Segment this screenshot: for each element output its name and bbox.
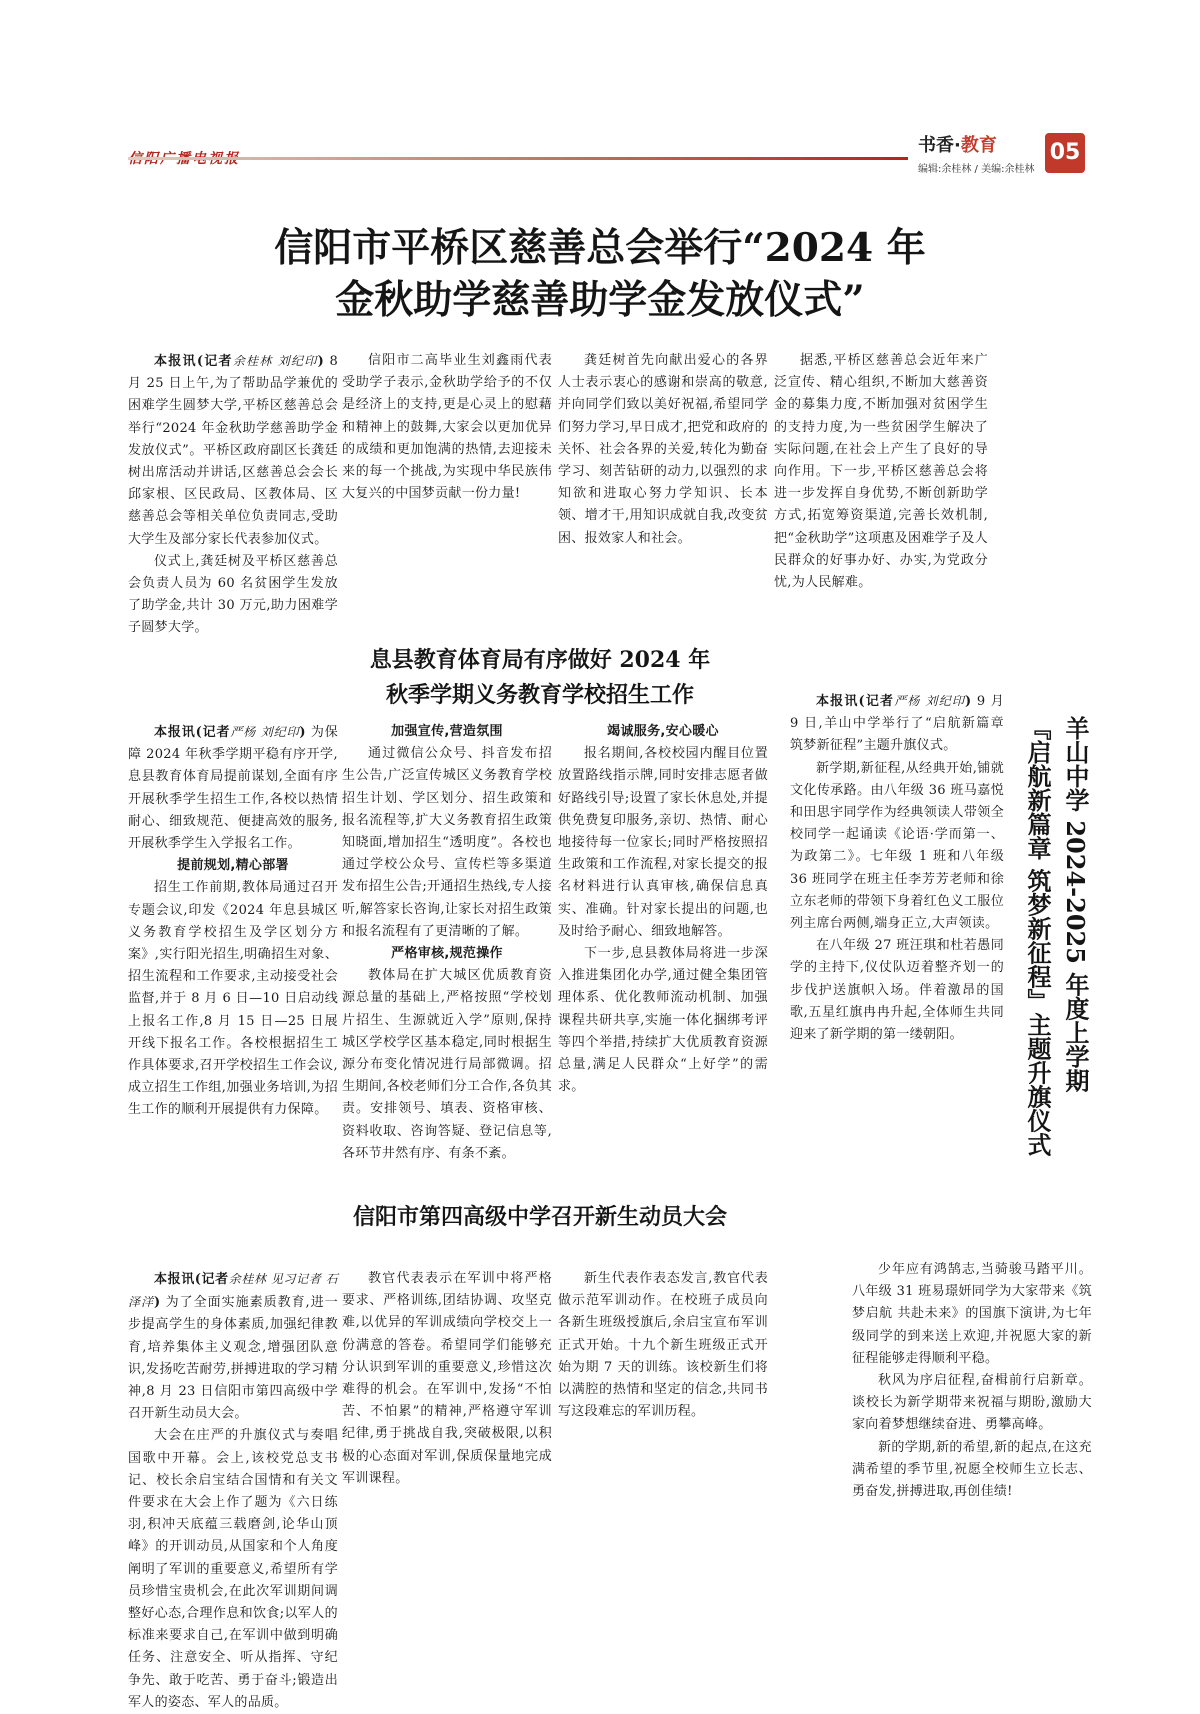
article1-col2 [342, 350, 552, 505]
article4-p3: 在八年级 27 班汪琪和杜若愚同学的主持下,仪仗队迈着整齐划一的步伐护送旗帜入场。伴着激昂的国歌,五星红旗冉冉升起,全体师生共同迎来了新学期的第一缕朝阳。 [790, 938, 1004, 1043]
article1-byline-names: 余桂林 刘纪印 [232, 354, 318, 368]
article1-title-line2: 金秋助学慈善助学金发放仪式” [335, 277, 865, 323]
article1-col1 [128, 350, 338, 640]
article2-p3: 通过微信公众号、抖音发布招生公告,广泛宣传城区义务教育学校招生计划、学区划分、招生政策和报名流程等,扩大义务教育招生政策知晓面,增加招生“透明度”。各校也通过学校公众号、宣传栏等多渠道发布招生公告;开通招生热线,专人接听,解答家长咨询,让家长对招生政策和报名流程有了更清晰的了解。 [342, 746, 552, 939]
section-accent: 教育 [960, 135, 997, 156]
article4-p5: 秋风为序启征程,奋楫前行启新章。谈校长为新学期带来祝福与期盼,激励大家向着梦想继续奋进、勇攀高峰。 [852, 1373, 1092, 1433]
article4-byline: 本报讯(记者 [816, 694, 895, 709]
article2-subhead4: 竭诚服务,安心暖心 [607, 724, 719, 739]
article3-p1: 为了全面实施素质教育,进一步提高学生的身体素质,加强纪律教育,培养集体主义观念,增强团队意识,发扬吃苦耐劳,拼搏进取的学习精神,8 月 23 日信阳市第四高级中学召开新生动员大会。 [128, 1295, 338, 1422]
article4-byline-names: 严杨 刘纪印 [894, 694, 966, 708]
article1-byline: 本报讯(记者 [154, 354, 233, 369]
article4-p4: 少年应有鸿鹄志,当骑骏马踏平川。八年级 31 班易璟妍同学为大家带来《筑梦启航 共赴未来》的国旗下演讲,为七年级同学的到来送上欢迎,并祝愿大家的新征程能够走得顺利平稳。 [852, 1262, 1092, 1366]
editor-credit: 编辑:余桂林 / 美编:余桂林 [918, 164, 1035, 175]
article4-byline-close: ) [965, 694, 972, 709]
page-number: 05 [1045, 133, 1085, 173]
article3-byline-names: 余桂林 见习记者 石泽洋 [128, 1272, 338, 1310]
article2-headline [190, 643, 890, 713]
article2-byline-names: 严杨 刘纪印 [230, 725, 300, 739]
article2-p6: 下一步,息县教体局将进一步深入推进集团化办学,通过健全集团管理体系、优化教师流动机制、加强课程共研共享,实施一体化捆绑考评等四个举措,持续扩大优质教育资源总量,满足人民群众“上好学”的需求。 [558, 946, 768, 1095]
article2-p5: 报名期间,各校校园内醒目位置放置路线指示牌,同时安排志愿者做好路线引导;设置了家长休息处,并提供免费复印服务,亲切、热情、耐心地接待每一位家长;同时严格按照招生政策和工作流程,对家长提交的报名材料进行认真审核,确保信息真实、准确。针对家长提出的问题,也及时给予耐心、细致地解答。 [558, 746, 768, 939]
article4-p1: 9 月 9 日,羊山中学举行了“启航新篇章 筑梦新征程”主题升旗仪式。 [790, 694, 1004, 754]
article3-headline: 信阳市第四高级中学召开新生动员大会 [352, 1204, 727, 1230]
header-rule [128, 157, 908, 160]
article3-p4: 新生代表作表态发言,教官代表做示范军训动作。在校班子成员向各新生班级授旗后,余启宝宣布军训正式开始。十九个新生班级正式开始为期 7 天的训练。该校新生们将以满腔的热情和坚定的信念,共同书写这段难忘的军训历程。 [558, 1271, 768, 1420]
article4-col [790, 690, 1004, 1046]
article1-p3: 信阳市二高毕业生刘鑫雨代表受助学子表示,金秋助学给予的不仅是经济上的支持,更是心灵上的慰藉和精神上的鼓舞,大家会以更加优异的成绩和更加饱满的热情,去迎接未来的每一个挑战,为实现中华民族伟大复兴的中国梦贡献一份力量! [342, 353, 552, 502]
article2-col2 [342, 721, 552, 1165]
article3-byline: 本报讯(记者 [154, 1272, 229, 1287]
article2-col3 [558, 721, 768, 1098]
article4-col-lower [852, 1259, 1092, 1503]
article2-subhead2: 加强宣传,营造氛围 [391, 724, 503, 739]
article2-p4: 教体局在扩大城区优质教育资源总量的基础上,严格按照“学校划片招生、生源就近入学”原则,保持城区学校学区基本稳定,同时根据生源分布变化情况进行局部微调。招生期间,各校老师们分工合作,各负其责。安排领号、填表、资格审核、资料收取、咨询答疑、登记信息等,各环节井然有序、有条不紊。 [342, 968, 552, 1161]
article1-title-line1: 信阳市平桥区慈善总会举行“2024 年 [274, 225, 926, 271]
article1-p5: 据悉,平桥区慈善总会近年来广泛宣传、精心组织,不断加大慈善资金的募集力度,不断加强对贫困学生的支持力度,为一些贫困学生解决了实际问题,在社会上产生了良好的导向作用。下一步,平桥区慈善总会将进一步发挥自身优势,不断创新助学方式,拓宽筹资渠道,完善长效机制,把“金秋助学”这项惠及困难学子及人民群众的好事办好、办实,为党政分忧,为人民解难。 [774, 353, 988, 591]
article1-p2: 仪式上,龚廷树及平桥区慈善总会负责人员为 60 名贫困学生发放了助学金,共计 30 万元,助力困难学子圆梦大学。 [128, 553, 338, 636]
article4-p6: 新的学期,新的希望,新的起点,在这充满希望的季节里,祝愿全校师生立长志、勇奋发,拼搏进取,再创佳绩! [852, 1439, 1092, 1500]
article4-title-line2: 『启航新篇章 筑梦新征程』主题升旗仪式 [1023, 716, 1052, 1157]
article2-subhead1: 提前规划,精心部署 [177, 858, 289, 874]
article3-p2: 大会在庄严的升旗仪式与奏唱国歌中开幕。会上,该校党总支书记、校长余启宝结合国情和有关文件要求在大会上作了题为《六日练羽,积冲天底蕴三载磨剑,论华山顶峰》的开训动员,从国家和个人角度阐明了军训的重要意义,希望所有学员珍惜宝贵机会,在此次军训期间调整好心态,合理作息和饮食;以军人的标准来要求自己,在军训中做到明确任务、注意安全、听从指挥、守纪争先、敢于吃苦、勇于奋斗;锻造出军人的姿态、军人的品质。 [128, 1428, 338, 1710]
article1-p1: 8 月 25 日上午,为了帮助品学兼优的困难学生圆梦大学,平桥区慈善总会举行“2024 年金秋助学慈善助学金发放仪式”。平桥区政府副区长龚廷树出席活动并讲话,区慈善总会会长邱家根、区民政局、区教体局、区慈善总会等相关单位负责同志,受助大学生及部分家长代表参加仪式。 [128, 354, 339, 547]
article2-p2: 招生工作前期,教体局通过召开专题会议,印发《2024 年息县城区义务教育学校招生及学区划分方案》,实行阳光招生,明确招生对象、招生流程和工作要求,主动接受社会监督,并于 8 月 6 日—10 日启动线上报名工作,8 月 15 日—25 日展开线下报名工作。各校根据招生工作具体要求,召开学校招生工作会议,成立招生工作组,加强业务培训,为招生工作的顺利开展提供有力保障。 [128, 880, 338, 1118]
article2-title-line2: 秋季学期义务教育学校招生工作 [385, 682, 694, 708]
article2-col1 [128, 721, 338, 1122]
article1-col4 [774, 350, 988, 594]
section-prefix: 书香· [918, 135, 961, 156]
article1-col3 [558, 350, 768, 550]
article1-byline-close: ) [317, 354, 325, 369]
article4-title-line1: 羊山中学 2024-2025 年度上学期 [1061, 716, 1090, 1093]
article2-subhead3: 严格审核,规范操作 [391, 946, 503, 962]
article1-p4: 龚廷树首先向献出爱心的各界人士表示衷心的感谢和崇高的敬意,并向同学们致以美好祝福,希望同学们努力学习,早日成才,把党和政府的关怀、社会各界的关爱,转化为勤奋学习、刻苦钻研的动力,以强烈的求知欲和进取心努力学知识、长本领、增才干,用知识成就自我,改变贫困、报效家人和社会。 [558, 353, 768, 546]
article3-p3: 教官代表表示在军训中将严格要求、严格训练,团结协调、攻坚克难,以优异的军训成绩向学校交上一份满意的答卷。希望同学们能够充分认识到军训的重要意义,珍惜这次难得的机会。在军训中,发扬“不怕苦、不怕累”的精神,严格遵守军训纪律,勇于挑战自我,突破极限,以积极的心态面对军训,保质保量地完成军训课程。 [342, 1271, 552, 1486]
article4-vertical-headline [1012, 716, 1092, 1286]
article1-headline [140, 222, 1060, 326]
article3-byline-close: ) [154, 1295, 161, 1311]
article3-col2 [342, 1268, 552, 1490]
article2-p1: 为保障 2024 年秋季学期平稳有序开学,息县教育体育局提前谋划,全面有序开展秋季学生招生工作,各校以热情耐心、细致规范、便捷高效的服务,开展秋季学生入学报名工作。 [128, 725, 338, 852]
article2-byline-close: ) [299, 725, 306, 740]
article3-col1 [128, 1268, 338, 1714]
article4-p2: 新学期,新征程,从经典开始,铺就文化传承路。由八年级 36 班马嘉悦和田思宇同学作为经典领读人带领全校同学一起诵读《论语·学而第一、为政第二》。七年级 1 班和八年级 36 班同学在班主任李芳芳老师和徐立东老师的带领下身着红色义工服位列主席台两侧,端身正立,大声领读。 [790, 760, 1004, 932]
section-title [918, 131, 997, 157]
article2-byline: 本报讯(记者 [154, 725, 231, 740]
article2-title-line1: 息县教育体育局有序做好 2024 年 [369, 647, 711, 673]
article3-col3 [558, 1268, 768, 1423]
